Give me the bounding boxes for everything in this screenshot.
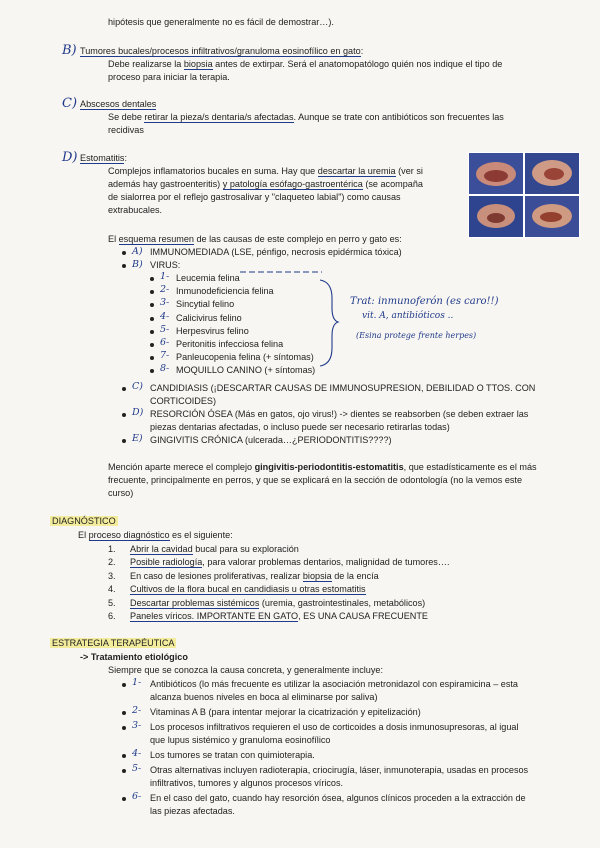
virus-item: Calicivirus felino [176,312,242,323]
bullet-icon [150,330,154,334]
c-l1a: Se debe [108,112,145,122]
c-l1c: . Aunque se trate con antibióticos son frecuentes las [293,112,504,122]
diagnostico-step [130,543,299,556]
diagnostico-step-number: 2. [108,557,116,568]
bullet-icon [122,769,126,773]
d-p1u: descartar la uremia [317,166,396,176]
diagnostico-step-number: 4. [108,584,116,595]
section-b-title-text: Tumores bucales/procesos infiltrativos/granuloma eosinofílico en gato [80,46,361,56]
step-underlined: biopsia [302,570,332,581]
d-summary-a: El [108,234,119,244]
section-b-line1 [108,58,502,71]
estrategia-line: Vitaminas A B (para intentar mejorar la cicatrización y epitelización) [150,707,421,717]
section-b-line2: proceso para iniciar la terapia. [108,72,230,82]
bullet-icon [122,711,126,715]
d-p4: extrabucales. [108,205,163,215]
d-p2 [108,178,423,191]
section-b-title [80,45,363,58]
section-c-line2: recidivas [108,125,144,135]
step-rest: de la encía [331,570,379,581]
d-summary [108,233,402,246]
virus-number: 6- [160,337,170,348]
item-d-l1: RESORCIÓN ÓSEA (Más en gatos, ojo virus!) -> dientes se reabsorben (se deben extraer las [150,409,529,419]
section-c-title-text: Abscesos dentales [80,99,157,109]
virus-number: 3- [160,297,170,309]
diagnostico-intro [78,529,233,542]
item-e-mark: E) [132,433,143,444]
estrategia-line: En el caso del gato, cuando hay resorción ósea, algunos clínicos proceden a la extracción de [150,793,526,803]
estrategia-intro: Siempre que se conozca la causa concreta, y generalmente incluye: [108,665,383,675]
note-trat: Trat: inmunoferón (es caro!!) [350,296,499,307]
bullet-icon [122,251,126,255]
virus-item: Inmunodeficiencia felina [176,286,274,297]
estrategia-number: 4- [132,748,142,759]
bullet-icon [150,277,154,281]
bullet-icon [122,264,126,268]
step-rest: , para valorar problemas dentarios, malignidad de tumores…. [202,557,450,568]
section-c-title [80,98,156,111]
section-c-marker: C) [62,96,78,111]
diagnostico-step [130,556,449,569]
section-d-title-suffix: : [124,153,128,163]
bullet-icon [122,439,126,443]
estrategia-line: Antibióticos (lo más frecuente es utilizar la asociación metronidazol con espiramicina – esta [150,679,518,689]
note-vit: vit. A, antibióticos .. [362,311,454,321]
item-d-l2: piezas dentarias afectadas, o incluso puede ser necesario retirarlas todas) [150,422,450,432]
estrategia-number: 6- [132,791,142,802]
estrategia-heading [50,637,176,650]
estrategia-line: que lupus sistémico y granuloma eosinofílico [150,735,331,745]
bullet-icon [150,356,154,360]
d-p1 [108,165,423,178]
bullet-icon [122,797,126,801]
diagnostico-step [130,597,425,610]
estrategia-number: 3- [132,720,142,731]
step-pre: En caso de lesiones proliferativas, realizar [130,570,303,581]
section-d-marker: D) [62,150,78,165]
b-l1a: Debe realizarse la [108,59,184,69]
diagnostico-step [130,583,366,596]
item-b-mark: B) [132,259,143,270]
estrategia-heading-text: ESTRATEGIA TERAPÉUTICA [52,638,175,648]
virus-number: 5- [160,323,170,335]
bullet-icon [150,290,154,294]
step-underlined: Descartar problemas sistémicos [130,597,260,608]
c-l1b: retirar la pieza/s dentaria/s afectadas [144,112,294,122]
virus-item: Leucemia felina [176,273,240,283]
step-rest: , ES UNA CAUSA FRECUENTE [298,611,428,621]
step-underlined: Paneles víricos. IMPORTANTE EN GATO [130,611,299,621]
section-d-title [80,152,127,165]
oral-lesion-photos [468,152,580,238]
virus-number: 8- [160,363,170,375]
bullet-icon [122,413,126,417]
m1c: , que estadísticamente es el más [403,462,537,472]
virus-item: Panleucopenia felina (+ síntomas) [176,352,314,363]
virus-item: Herpesvirus felino [176,325,249,336]
virus-number: 4- [160,310,170,322]
mention-l3: curso) [108,488,134,498]
diagnostico-step-number: 3. [108,570,116,581]
virus-annotation-brace [240,268,340,378]
item-e-l1: GINGIVITIS CRÓNICA (ulcerada…¿PERIODONTITIS????) [150,435,392,445]
step-underlined: Cultivos de la flora bucal en candidiasis u otras estomatitis [130,584,366,595]
d-p2a: además hay gastroenteritis) [108,179,223,189]
item-c-l1: CANDIDIASIS (¡DESCARTAR CAUSAS DE IMMUNOSUPRESION, DEBILIDAD O TTOS. CON [150,383,536,393]
diag-intro-b: es el siguiente: [169,530,233,540]
estrategia-number: 5- [132,763,142,774]
estrategia-line: las piezas afectadas. [150,806,235,816]
item-a-mark: A) [132,246,143,257]
virus-number: 1- [160,271,170,282]
diag-intro-a: El [78,530,89,540]
step-rest: bucal para su exploración [192,544,299,554]
d-summary-u: esquema resumen [118,234,194,244]
diagnostico-step-number: 1. [108,544,116,554]
item-d-mark: D) [132,407,144,418]
bullet-icon [150,317,154,321]
bullet-icon [122,387,126,391]
estrategia-line: Los tumores se tratan con quimioterapia. [150,750,315,760]
bullet-icon [150,343,154,347]
diagnostico-step-number: 6. [108,611,116,621]
bullet-icon [150,303,154,307]
estrategia-number: 1- [132,677,142,688]
d-p3: de sialorrea por el reflejo gastrosalivar y "claqueteo labial") como causas [108,192,401,202]
diagnostico-step-number: 5. [108,597,116,608]
m1a: Mención aparte merece el complejo [108,462,255,472]
mention-l1 [108,461,537,474]
estrategia-line: Los procesos infiltrativos requieren el uso de corticoides a dosis inmunosupresoras, al igual [150,722,519,732]
section-d-title-text: Estomatitis [80,153,125,163]
step-underlined: Posible radiología [130,557,203,568]
estrategia-line: infiltrativos, tumores y algunos procesos víricos. [150,778,344,788]
m1b: gingivitis-periodontitis-estomatitis [254,462,404,472]
estrategia-sub: -> Tratamiento etiológico [80,652,188,662]
estrategia-number: 2- [132,705,142,716]
diagnostico-heading-text: DIAGNÓSTICO [52,516,116,526]
bullet-icon [122,683,126,687]
bullet-icon [122,726,126,730]
estrategia-line: alcanza buenos niveles en boca al eliminarse por saliva) [150,692,378,702]
item-a-text: IMMUNOMEDIADA (LSE, pénfigo, necrosis epidérmica tóxica) [150,247,402,257]
d-p1a: Complejos inflamatorios bucales en suma. Hay que [108,166,318,176]
item-b-text: VIRUS: [150,260,181,270]
b-l1c: antes de extirpar. Será el anatomopatólogo quién nos indique el tipo de [212,59,503,69]
diag-intro-u: proceso diagnóstico [88,530,170,540]
virus-item: MOQUILLO CANINO (+ síntomas) [176,365,316,376]
virus-number: 2- [160,284,170,296]
step-rest: (uremia, gastrointestinales, metabólicos) [259,597,426,608]
estrategia-line: Otras alternativas incluyen radioterapia, criocirugía, láser, inmunoterapia, usadas en procesos [150,765,529,775]
bullet-icon [150,369,154,373]
virus-item: Sincytial felino [176,299,235,310]
diagnostico-step [130,570,379,583]
section-b-title-suffix: : [360,46,364,56]
mention-l2: frecuente, principalmente en perros, y que se explicará en la sección de odontología (no la vemos este [108,475,523,485]
b-l1b: biopsia [183,59,213,69]
d-p2e: (se acompaña [362,179,423,189]
diagnostico-step [130,610,428,623]
d-summary-b: de las causas de este complejo en perro y gato es: [193,234,402,244]
d-p2u: y patología esófago-gastroentérica [222,179,363,189]
bullet-icon [122,754,126,758]
d-p1e: (ver si [395,166,423,176]
item-c-l2: CORTICOIDES) [150,396,217,406]
note-esina: (Esina protege frente herpes) [356,331,477,340]
section-c-line1 [108,111,504,124]
virus-number: 7- [160,350,170,362]
item-c-mark: C) [132,381,143,392]
step-underlined: Abrir la cavidad [130,544,193,554]
section-b-marker: B) [62,43,77,58]
diagnostico-heading [50,515,118,528]
virus-item: Peritonitis infecciosa felina [176,339,284,349]
intro-line: hipótesis que generalmente no es fácil de demostrar…). [108,17,334,27]
